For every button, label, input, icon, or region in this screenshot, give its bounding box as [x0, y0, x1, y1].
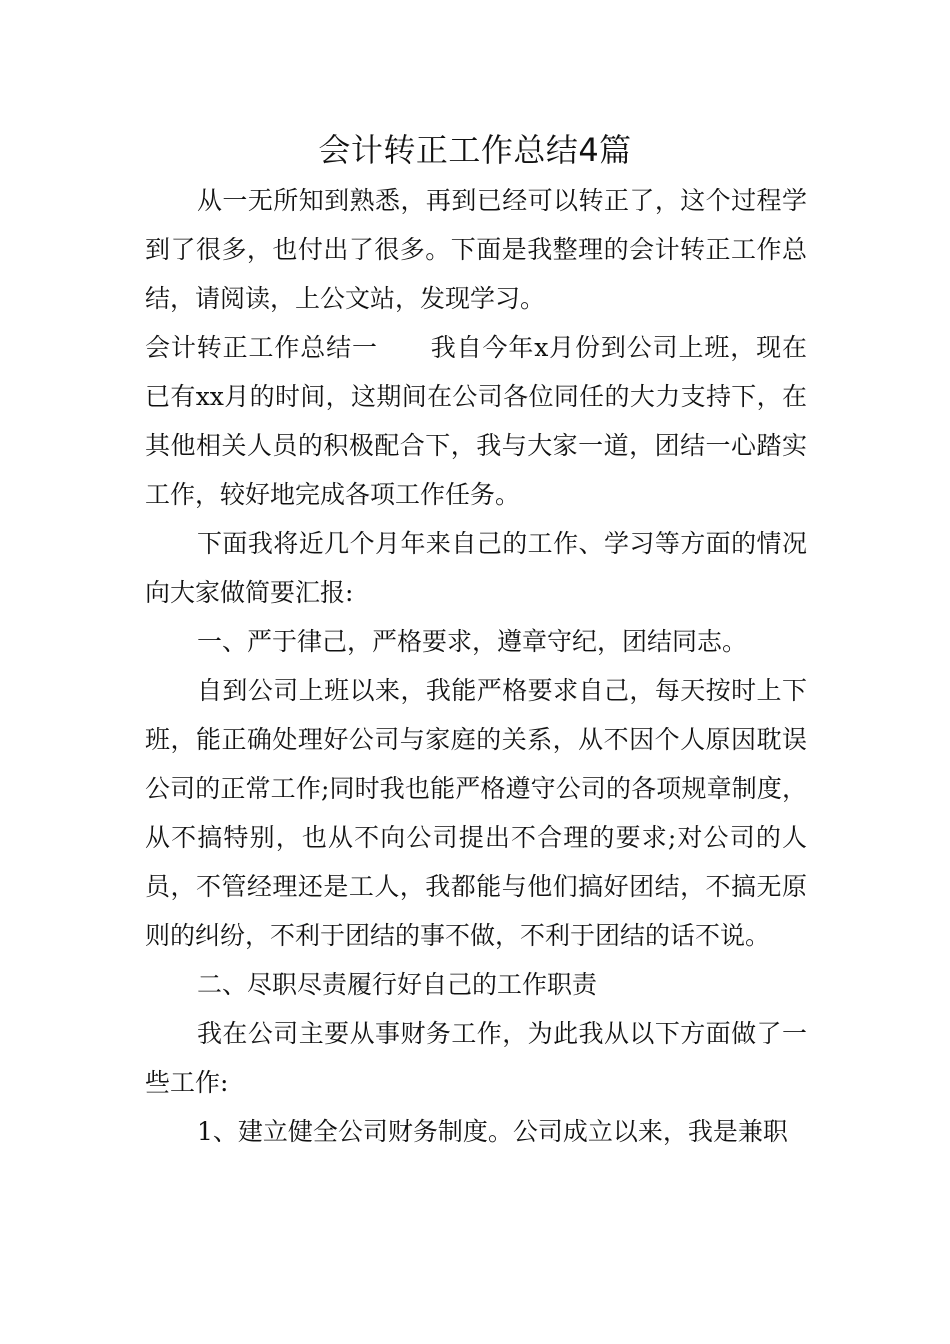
subheading-one: 一、严于律己，严格要求，遵章守纪，团结同志。 [197, 627, 748, 656]
intro-paragraph: 从一无所知到熟悉，再到已经可以转正了，这个过程学到了很多，也付出了很多。下面是我整理的会计转正工作总结，请阅读，上公文站，发现学习。 [145, 186, 807, 313]
discipline-paragraph: 自到公司上班以来，我能严格要求自己，每天按时上下班，能正确处理好公司与家庭的关系，从不因个人原因耽误公司的正常工作;同时我也能严格遵守公司的各项规章制度，从不搞特别，也从不向公司提出不合理的要求;对公司的人员，不管经理还是工人，我都能与他们搞好团结，不搞无原则的纠纷，不利于团结的事不做，不利于团结的话不说。 [145, 676, 807, 950]
report-intro-paragraph: 下面我将近几个月年来自己的工作、学习等方面的情况向大家做简要汇报: [145, 529, 807, 607]
subheading-two: 二、尽职尽责履行好自己的工作职责 [197, 970, 598, 999]
section-one-text: 我自今年x月份到公司上班，现在已有xx月的时间，这期间在公司各位同任的大力支持下，在其他相关人员的积极配合下，我与大家一道，团结一心踏实工作，较好地完成各项工作任务。 [145, 333, 807, 509]
section-heading: 会计转正工作总结一 [145, 333, 378, 362]
document-body [145, 176, 807, 1156]
finance-work-paragraph: 我在公司主要从事财务工作，为此我从以下方面做了一些工作: [145, 1019, 807, 1097]
item-one-paragraph: 1、建立健全公司财务制度。公司成立以来，我是兼职 [197, 1117, 788, 1146]
section-one-paragraph [145, 323, 807, 519]
document-title: 会计转正工作总结4篇 [318, 131, 632, 169]
